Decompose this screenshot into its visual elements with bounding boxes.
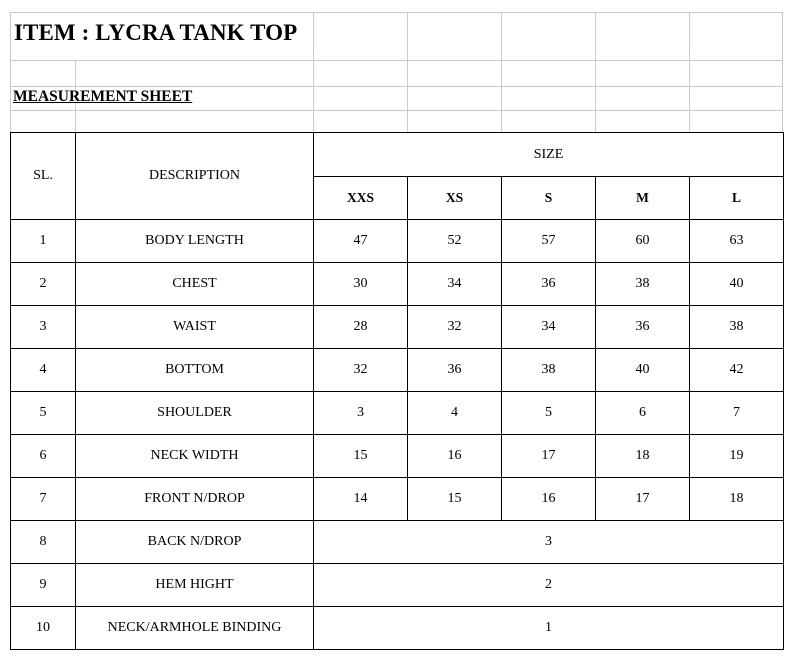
cell-description: BACK N/DROP: [76, 521, 314, 564]
header-size: SIZE: [314, 133, 784, 177]
header-size-xxs: XXS: [314, 177, 408, 220]
grid-line: [501, 12, 502, 132]
item-title: ITEM : LYCRA TANK TOP: [14, 20, 298, 45]
cell-value: 52: [408, 220, 502, 263]
grid-line: [689, 12, 690, 132]
cell-value: 19: [690, 435, 784, 478]
cell-value: 40: [690, 263, 784, 306]
cell-value: 7: [690, 392, 784, 435]
cell-value: 32: [314, 349, 408, 392]
table-row: [11, 478, 784, 521]
grid-line: [10, 12, 11, 132]
table-row: [11, 220, 784, 263]
cell-sl: 5: [11, 392, 76, 435]
header-row: [11, 133, 784, 177]
table-row: [11, 306, 784, 349]
header-size-xs: XS: [408, 177, 502, 220]
cell-description: CHEST: [76, 263, 314, 306]
cell-sl: 9: [11, 564, 76, 607]
grid-line: [10, 110, 783, 111]
section-title: MEASUREMENT SHEET: [13, 88, 193, 105]
grid-line: [10, 12, 783, 13]
cell-sl: 10: [11, 607, 76, 650]
grid-line: [10, 60, 783, 61]
cell-value: 14: [314, 478, 408, 521]
cell-description: BOTTOM: [76, 349, 314, 392]
header-size-m: M: [596, 177, 690, 220]
cell-description: BODY LENGTH: [76, 220, 314, 263]
cell-value: 38: [502, 349, 596, 392]
cell-value: 30: [314, 263, 408, 306]
table-row: [11, 521, 784, 564]
cell-sl: 8: [11, 521, 76, 564]
cell-value: 5: [502, 392, 596, 435]
header-size-s: S: [502, 177, 596, 220]
cell-value: 47: [314, 220, 408, 263]
cell-sl: 1: [11, 220, 76, 263]
cell-value: 60: [596, 220, 690, 263]
header-sl: SL.: [11, 133, 76, 220]
cell-value: 36: [408, 349, 502, 392]
cell-value: 16: [502, 478, 596, 521]
table-row: [11, 349, 784, 392]
cell-value: 18: [690, 478, 784, 521]
table-row: [11, 435, 784, 478]
cell-value: 57: [502, 220, 596, 263]
cell-value: 40: [596, 349, 690, 392]
header-description: DESCRIPTION: [76, 133, 314, 220]
cell-description: NECK/ARMHOLE BINDING: [76, 607, 314, 650]
cell-value: 4: [408, 392, 502, 435]
cell-sl: 7: [11, 478, 76, 521]
header-size-l: L: [690, 177, 784, 220]
cell-value: 63: [690, 220, 784, 263]
cell-value: 17: [596, 478, 690, 521]
cell-value: 28: [314, 306, 408, 349]
grid-line: [10, 86, 783, 87]
cell-value: 42: [690, 349, 784, 392]
cell-description: NECK WIDTH: [76, 435, 314, 478]
grid-line: [313, 12, 314, 132]
grid-line: [782, 12, 783, 132]
measurement-table: [10, 132, 784, 650]
table-row: [11, 263, 784, 306]
cell-value: 34: [502, 306, 596, 349]
cell-description: HEM HIGHT: [76, 564, 314, 607]
cell-merged-value: 2: [314, 564, 784, 607]
cell-description: WAIST: [76, 306, 314, 349]
cell-value: 6: [596, 392, 690, 435]
cell-value: 34: [408, 263, 502, 306]
cell-sl: 2: [11, 263, 76, 306]
cell-sl: 4: [11, 349, 76, 392]
grid-line: [595, 12, 596, 132]
cell-sl: 6: [11, 435, 76, 478]
cell-merged-value: 3: [314, 521, 784, 564]
cell-value: 3: [314, 392, 408, 435]
table-row: [11, 564, 784, 607]
cell-value: 32: [408, 306, 502, 349]
cell-sl: 3: [11, 306, 76, 349]
cell-value: 15: [408, 478, 502, 521]
cell-merged-value: 1: [314, 607, 784, 650]
cell-value: 18: [596, 435, 690, 478]
cell-value: 38: [596, 263, 690, 306]
cell-value: 38: [690, 306, 784, 349]
cell-value: 15: [314, 435, 408, 478]
cell-description: SHOULDER: [76, 392, 314, 435]
cell-value: 16: [408, 435, 502, 478]
grid-line: [407, 12, 408, 132]
table-row: [11, 607, 784, 650]
cell-value: 36: [596, 306, 690, 349]
cell-value: 36: [502, 263, 596, 306]
cell-value: 17: [502, 435, 596, 478]
table-row: [11, 392, 784, 435]
cell-description: FRONT N/DROP: [76, 478, 314, 521]
